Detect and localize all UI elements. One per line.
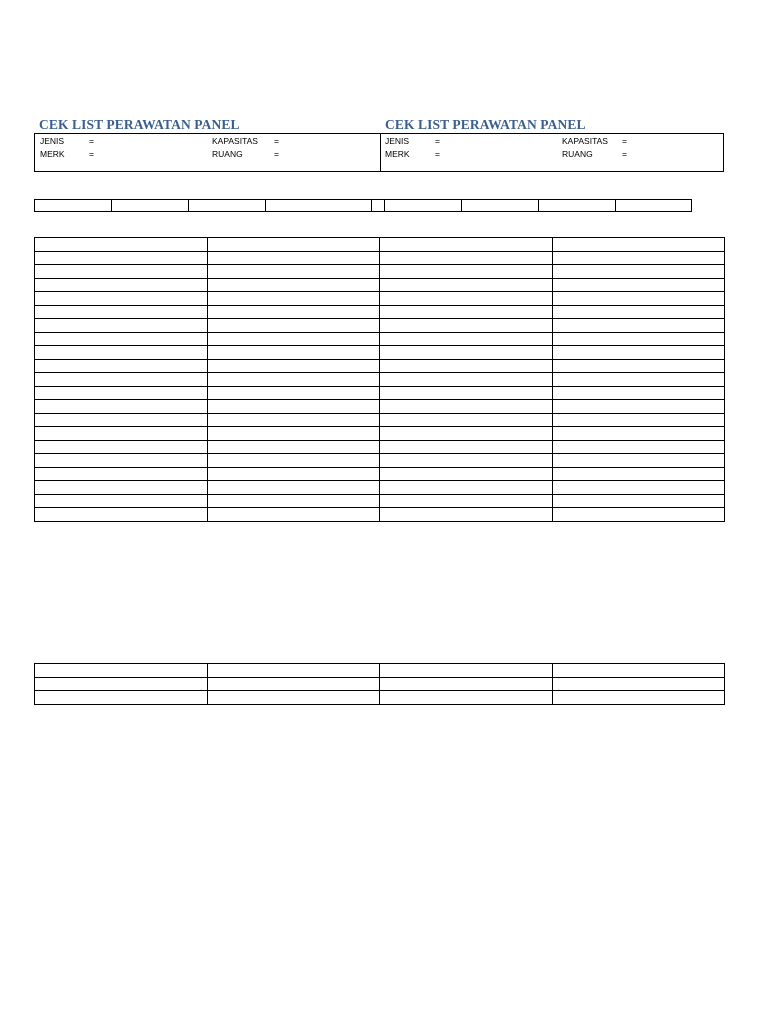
table-cell[interactable] — [380, 494, 553, 508]
left-ruang-eq: = — [274, 149, 279, 159]
table-cell[interactable] — [552, 238, 725, 252]
table-row — [35, 427, 725, 441]
right-form-title: CEK LIST PERAWATAN PANEL — [385, 117, 586, 132]
table-row — [35, 508, 725, 522]
table-cell[interactable] — [207, 440, 380, 454]
table-cell[interactable] — [380, 664, 553, 678]
table-row — [35, 440, 725, 454]
table-cell[interactable] — [207, 292, 380, 306]
table-cell[interactable] — [35, 319, 208, 333]
table-row — [35, 494, 725, 508]
table-cell[interactable] — [552, 373, 725, 387]
table-cell[interactable] — [380, 251, 553, 265]
table-cell[interactable] — [207, 359, 380, 373]
table-row — [35, 332, 725, 346]
table-cell[interactable] — [35, 386, 208, 400]
table-cell[interactable] — [207, 481, 380, 495]
table-cell[interactable] — [552, 346, 725, 360]
table-row — [35, 386, 725, 400]
table-cell[interactable] — [380, 292, 553, 306]
table-cell[interactable] — [552, 251, 725, 265]
table-cell[interactable] — [35, 481, 208, 495]
right-jenis-label: JENIS — [385, 136, 410, 146]
table-cell[interactable] — [35, 265, 208, 279]
table-cell[interactable] — [207, 677, 380, 691]
table-cell[interactable] — [552, 677, 725, 691]
table-cell[interactable] — [552, 467, 725, 481]
table-cell[interactable] — [35, 664, 208, 678]
right-kapasitas-eq: = — [622, 136, 627, 146]
table-cell[interactable] — [207, 691, 380, 705]
table-row — [35, 691, 725, 705]
table-row — [35, 359, 725, 373]
table-row — [35, 346, 725, 360]
table-cell[interactable] — [380, 332, 553, 346]
table-cell[interactable] — [207, 454, 380, 468]
table-cell[interactable] — [380, 346, 553, 360]
table-cell[interactable] — [380, 400, 553, 414]
header-info-box — [34, 133, 724, 172]
table-cell[interactable] — [35, 373, 208, 387]
table-cell[interactable] — [552, 332, 725, 346]
table-cell[interactable] — [552, 305, 725, 319]
right-merk-label: MERK — [385, 149, 410, 159]
table-cell[interactable] — [380, 238, 553, 252]
table-cell[interactable] — [552, 440, 725, 454]
table-cell[interactable] — [35, 427, 208, 441]
table-cell[interactable] — [380, 386, 553, 400]
table-cell[interactable] — [380, 677, 553, 691]
table-cell[interactable] — [207, 373, 380, 387]
table-cell[interactable] — [35, 346, 208, 360]
right-ruang-label: RUANG — [562, 149, 593, 159]
left-merk-label: MERK — [40, 149, 65, 159]
strip-cell[interactable] — [385, 200, 462, 212]
table-row — [35, 238, 725, 252]
table-row — [35, 677, 725, 691]
strip-table — [34, 199, 692, 212]
strip-row — [35, 200, 692, 212]
table-cell[interactable] — [380, 440, 553, 454]
left-jenis-eq: = — [89, 136, 94, 146]
table-cell[interactable] — [552, 386, 725, 400]
table-cell[interactable] — [552, 278, 725, 292]
table-cell[interactable] — [35, 359, 208, 373]
strip-cell[interactable] — [372, 200, 385, 212]
table-cell[interactable] — [380, 508, 553, 522]
table-row — [35, 400, 725, 414]
table-cell[interactable] — [380, 265, 553, 279]
table-cell[interactable] — [35, 238, 208, 252]
strip-cell[interactable] — [266, 200, 372, 212]
right-merk-eq: = — [435, 149, 440, 159]
table-cell[interactable] — [35, 278, 208, 292]
table-cell[interactable] — [552, 691, 725, 705]
strip-cell[interactable] — [539, 200, 616, 212]
right-kapasitas-label: KAPASITAS — [562, 136, 608, 146]
header-divider — [380, 134, 381, 171]
table-cell[interactable] — [35, 508, 208, 522]
table-cell[interactable] — [552, 454, 725, 468]
left-ruang-label: RUANG — [212, 149, 243, 159]
table-cell[interactable] — [35, 494, 208, 508]
table-cell[interactable] — [35, 251, 208, 265]
table-cell[interactable] — [552, 481, 725, 495]
left-jenis-label: JENIS — [40, 136, 65, 146]
table-cell[interactable] — [207, 319, 380, 333]
table-cell[interactable] — [380, 413, 553, 427]
table-cell[interactable] — [380, 481, 553, 495]
table-cell[interactable] — [207, 386, 380, 400]
table-cell[interactable] — [35, 400, 208, 414]
table-cell[interactable] — [380, 305, 553, 319]
table-cell[interactable] — [380, 278, 553, 292]
table-cell[interactable] — [35, 440, 208, 454]
table-row — [35, 278, 725, 292]
table-cell[interactable] — [35, 691, 208, 705]
table-cell[interactable] — [207, 664, 380, 678]
checklist-table — [34, 237, 725, 522]
right-ruang-eq: = — [622, 149, 627, 159]
table-cell[interactable] — [35, 677, 208, 691]
table-row — [35, 481, 725, 495]
table-cell[interactable] — [207, 251, 380, 265]
table-cell[interactable] — [207, 238, 380, 252]
table-cell[interactable] — [552, 413, 725, 427]
left-kapasitas-eq: = — [274, 136, 279, 146]
table-cell[interactable] — [552, 319, 725, 333]
table-cell[interactable] — [380, 467, 553, 481]
left-kapasitas-label: KAPASITAS — [212, 136, 258, 146]
strip-cell[interactable] — [462, 200, 539, 212]
table-cell[interactable] — [35, 332, 208, 346]
strip-cell[interactable] — [35, 200, 112, 212]
table-cell[interactable] — [380, 319, 553, 333]
table-cell[interactable] — [207, 332, 380, 346]
table-cell[interactable] — [552, 359, 725, 373]
left-form-title: CEK LIST PERAWATAN PANEL — [39, 117, 240, 132]
table-cell[interactable] — [35, 413, 208, 427]
table-cell[interactable] — [207, 346, 380, 360]
table-cell[interactable] — [207, 427, 380, 441]
table-row — [35, 265, 725, 279]
table-cell[interactable] — [207, 278, 380, 292]
table-cell[interactable] — [207, 467, 380, 481]
table-cell[interactable] — [35, 305, 208, 319]
table-cell[interactable] — [380, 691, 553, 705]
table-row — [35, 454, 725, 468]
right-jenis-eq: = — [435, 136, 440, 146]
table-cell[interactable] — [552, 400, 725, 414]
table-cell[interactable] — [552, 265, 725, 279]
table-cell[interactable] — [380, 427, 553, 441]
table-cell[interactable] — [380, 454, 553, 468]
table-cell[interactable] — [35, 467, 208, 481]
table-cell[interactable] — [35, 292, 208, 306]
table-row — [35, 373, 725, 387]
table-cell[interactable] — [552, 292, 725, 306]
table-cell[interactable] — [552, 508, 725, 522]
table-cell[interactable] — [552, 664, 725, 678]
table-row — [35, 664, 725, 678]
table-cell[interactable] — [207, 413, 380, 427]
table-row — [35, 467, 725, 481]
table-row — [35, 319, 725, 333]
left-merk-eq: = — [89, 149, 94, 159]
table-cell[interactable] — [552, 427, 725, 441]
bottom-table — [34, 663, 725, 705]
table-cell[interactable] — [207, 494, 380, 508]
strip-cell[interactable] — [616, 200, 692, 212]
table-row — [35, 305, 725, 319]
table-cell[interactable] — [207, 305, 380, 319]
table-cell[interactable] — [380, 373, 553, 387]
table-row — [35, 251, 725, 265]
table-row — [35, 292, 725, 306]
table-cell[interactable] — [207, 400, 380, 414]
table-cell[interactable] — [35, 454, 208, 468]
strip-cell[interactable] — [189, 200, 266, 212]
table-cell[interactable] — [552, 494, 725, 508]
table-cell[interactable] — [207, 265, 380, 279]
strip-cell[interactable] — [112, 200, 189, 212]
table-row — [35, 413, 725, 427]
table-cell[interactable] — [380, 359, 553, 373]
table-cell[interactable] — [207, 508, 380, 522]
